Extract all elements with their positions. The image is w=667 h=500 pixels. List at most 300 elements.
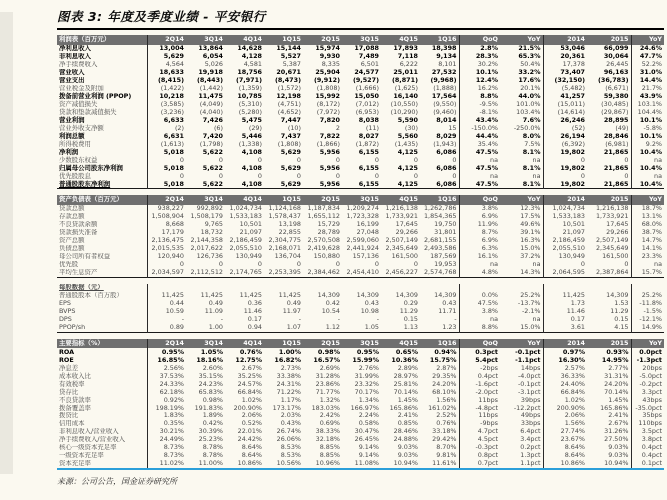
value-cell: 16.57% bbox=[313, 356, 340, 364]
key-ratios-table bbox=[57, 339, 664, 470]
value-cell: 7.5% bbox=[500, 140, 543, 148]
column-header: 2015 bbox=[587, 339, 631, 349]
value-cell: 24.49% bbox=[159, 436, 184, 444]
value-cell: 27,048 bbox=[356, 228, 379, 237]
table-row bbox=[57, 269, 664, 277]
column-header: 4Q15 bbox=[381, 195, 420, 205]
value-cell: 15.99% bbox=[352, 356, 379, 364]
value-cell: 35.15% bbox=[198, 372, 223, 380]
value-cell: 10,501 bbox=[562, 220, 585, 229]
value-cell: 1.73 bbox=[570, 299, 585, 308]
value-cell: 5,387 bbox=[282, 60, 301, 68]
value-cell: 21.5% bbox=[500, 45, 543, 53]
value-cell: 1,578,437 bbox=[268, 212, 301, 221]
column-header: 2Q15 bbox=[303, 35, 342, 45]
column-header: 2Q14 bbox=[147, 339, 186, 349]
column-header: YoY bbox=[631, 195, 664, 205]
row-label: 拨贷比 bbox=[57, 412, 147, 420]
column-header: QoQ bbox=[459, 35, 500, 45]
value-cell: 8,335 bbox=[321, 60, 340, 68]
value-cell: 2.52% bbox=[420, 412, 459, 420]
table-row bbox=[57, 428, 664, 436]
value-cell: 15,992 bbox=[315, 92, 340, 100]
value-cell: (1,572) bbox=[277, 84, 301, 92]
value-cell: 2.76% bbox=[358, 364, 379, 372]
value-cell: 8,014 bbox=[420, 116, 459, 124]
value-cell: 9.14% bbox=[358, 444, 379, 452]
column-header: 4Q14 bbox=[225, 195, 264, 205]
value-cell: 14.7% bbox=[641, 236, 662, 245]
value-cell: 16.85% bbox=[157, 356, 184, 364]
value-cell: 11.08% bbox=[354, 460, 379, 468]
value-cell: 7,447 bbox=[280, 116, 301, 124]
value-cell: 24.88% bbox=[393, 436, 418, 444]
value-cell: 2,253,395 bbox=[268, 268, 301, 277]
value-cell: 17,893 bbox=[393, 44, 418, 52]
section-header: 利润表（百万元） bbox=[57, 35, 147, 45]
value-cell: 2.69% bbox=[319, 364, 340, 372]
value-cell: 8.53% bbox=[280, 452, 301, 460]
value-cell: 11,425 bbox=[161, 291, 184, 300]
table-row bbox=[57, 380, 664, 388]
value-cell: 0 bbox=[218, 172, 223, 180]
value-cell: na bbox=[490, 315, 498, 324]
value-cell: 0 bbox=[374, 156, 379, 164]
value-cell: 0.43% bbox=[280, 420, 301, 428]
row-label: 贷款损失准备 bbox=[57, 229, 147, 237]
value-cell: 11.02% bbox=[159, 460, 184, 468]
value-cell: 161,500 bbox=[587, 253, 631, 261]
value-cell: 16.3% bbox=[500, 237, 543, 245]
table-row bbox=[57, 205, 664, 213]
value-cell: 8.73% bbox=[163, 452, 184, 460]
value-cell: 4,125 bbox=[397, 180, 418, 188]
value-cell: 10.94% bbox=[393, 460, 418, 468]
row-label: 营业税金及附加 bbox=[57, 85, 147, 93]
value-cell: 15,729 bbox=[317, 220, 340, 229]
value-cell: 43.4% bbox=[475, 116, 498, 124]
value-cell: 0 bbox=[218, 260, 223, 269]
row-label: ROE bbox=[57, 356, 147, 364]
value-cell: 0 bbox=[587, 172, 631, 180]
value-cell: 44.0% bbox=[500, 92, 543, 100]
row-label: 普通股股东净利润 bbox=[57, 180, 147, 188]
value-cell: 10.98 bbox=[360, 307, 379, 316]
table-row bbox=[57, 412, 664, 420]
value-cell: 0.43 bbox=[364, 299, 379, 308]
value-cell: - bbox=[376, 315, 379, 324]
value-cell: 11,425 bbox=[239, 291, 262, 300]
value-cell: 0 bbox=[296, 260, 301, 269]
value-cell: 2.89% bbox=[397, 364, 418, 372]
value-cell: (9,550) bbox=[420, 100, 459, 108]
row-label: 利润总额 bbox=[57, 132, 147, 140]
value-cell: 150,880 bbox=[313, 252, 340, 261]
value-cell: 2,570,508 bbox=[307, 236, 340, 245]
value-cell: 33.18% bbox=[420, 428, 459, 436]
value-cell: 37.2% bbox=[500, 253, 543, 261]
value-cell: 0.97% bbox=[562, 348, 585, 356]
value-cell: 2,419,628 bbox=[307, 244, 340, 253]
header-spacer-cell bbox=[186, 284, 225, 292]
row-label: 拨备覆盖率 bbox=[57, 404, 147, 412]
value-cell: 2.56% bbox=[163, 364, 184, 372]
value-cell: 47.5% bbox=[475, 148, 498, 156]
value-cell: na bbox=[500, 316, 543, 324]
value-cell: 0.85% bbox=[397, 420, 418, 428]
value-cell: 1,733,921 bbox=[587, 213, 631, 221]
value-cell: 8.78% bbox=[202, 452, 223, 460]
value-cell: 30.39% bbox=[198, 428, 223, 436]
column-header: YoY bbox=[631, 339, 664, 349]
value-cell: 1,262,786 bbox=[420, 205, 459, 213]
value-cell: 24.20% bbox=[420, 380, 459, 388]
value-cell: 14,309 bbox=[356, 291, 379, 300]
value-cell: (10) bbox=[287, 124, 301, 132]
header-spacer-cell bbox=[631, 284, 664, 292]
value-cell: 9.14% bbox=[358, 452, 379, 460]
value-cell: 6,155 bbox=[358, 164, 379, 172]
row-label: 不良贷款率 bbox=[57, 396, 147, 404]
row-label: 少数股东权益 bbox=[57, 156, 147, 164]
value-cell: 68.10% bbox=[420, 388, 459, 396]
value-cell: na bbox=[490, 172, 498, 180]
value-cell: 1.12 bbox=[325, 323, 340, 332]
value-cell: 1.34% bbox=[358, 396, 379, 404]
row-label: 优先股 bbox=[57, 261, 147, 269]
value-cell: - bbox=[220, 315, 223, 324]
value-cell: 18.16% bbox=[196, 356, 223, 364]
value-cell: 0.92% bbox=[163, 396, 184, 404]
value-cell: 1.00 bbox=[208, 323, 223, 332]
value-cell: 7,822 bbox=[319, 132, 340, 140]
value-cell: 17.6% bbox=[500, 77, 543, 85]
table-row bbox=[57, 221, 664, 229]
value-cell: 4,125 bbox=[397, 164, 418, 172]
column-header: 4Q14 bbox=[225, 339, 264, 349]
value-cell: (1,888) bbox=[420, 85, 459, 93]
value-cell: 52.2% bbox=[641, 60, 662, 68]
value-cell: 2,186,459 bbox=[552, 236, 585, 245]
value-cell: (1,943) bbox=[420, 140, 459, 148]
value-cell: -12.1% bbox=[639, 315, 662, 324]
value-cell: (5,310) bbox=[238, 100, 262, 108]
value-cell: 1.07 bbox=[286, 323, 301, 332]
value-cell: 2,055,510 bbox=[229, 244, 262, 253]
value-cell: 24.23% bbox=[198, 380, 223, 388]
value-cell: 1,024,734 bbox=[552, 204, 585, 213]
value-cell: 16.82% bbox=[274, 356, 301, 364]
value-cell: (8,443) bbox=[196, 76, 223, 84]
value-cell: 0 bbox=[420, 172, 459, 180]
row-label: 净利息收入 bbox=[57, 45, 147, 53]
value-cell: 15,050 bbox=[354, 92, 379, 100]
table-row bbox=[57, 172, 664, 180]
value-cell: 136,704 bbox=[274, 252, 301, 261]
value-cell: 104.4% bbox=[637, 108, 662, 116]
value-cell: 19,802 bbox=[560, 148, 585, 156]
value-cell: 7.6% bbox=[500, 116, 543, 124]
table-row bbox=[57, 124, 664, 132]
column-header: 4Q15 bbox=[381, 35, 420, 45]
value-cell: 10,501 bbox=[239, 220, 262, 229]
value-cell: (6) bbox=[213, 124, 223, 132]
value-cell: 7,426 bbox=[202, 116, 223, 124]
key-ratios-header-row bbox=[57, 339, 664, 349]
table-row bbox=[57, 85, 664, 93]
value-cell: 187,569 bbox=[420, 253, 459, 261]
value-cell: 26,246 bbox=[560, 116, 585, 124]
value-cell: 11bps bbox=[478, 412, 498, 420]
value-cell: 992,892 bbox=[196, 204, 223, 213]
value-cell: 21.7% bbox=[641, 84, 662, 92]
value-cell: 2.77% bbox=[587, 364, 631, 372]
value-cell: 5,956 bbox=[319, 148, 340, 156]
value-cell: 25.2% bbox=[500, 292, 543, 300]
value-cell: (1,338) bbox=[238, 140, 262, 148]
value-cell: 20bps bbox=[642, 364, 662, 372]
value-cell: 8,027 bbox=[358, 132, 379, 140]
value-cell: 70.14% bbox=[587, 388, 631, 396]
value-cell: -2.1% bbox=[500, 308, 543, 316]
value-cell: 17,564 bbox=[420, 92, 459, 100]
value-cell: 0.42% bbox=[202, 420, 223, 428]
value-cell: 2,034,597 bbox=[151, 268, 184, 277]
value-cell: 11.61% bbox=[420, 460, 459, 469]
value-cell: 35.4% bbox=[477, 140, 498, 148]
value-cell: 0 bbox=[179, 260, 184, 269]
value-cell: 2,456,227 bbox=[385, 268, 418, 277]
column-header: 2Q15 bbox=[303, 339, 342, 349]
value-cell: 3.3pct bbox=[641, 388, 662, 396]
value-cell: 1,533,183 bbox=[552, 212, 585, 221]
value-cell: -35.0pct bbox=[635, 404, 662, 412]
value-cell: 6.9% bbox=[481, 212, 498, 221]
value-cell: 21,865 bbox=[587, 148, 631, 156]
value-cell: 2,345,649 bbox=[587, 245, 631, 253]
value-cell: 73,407 bbox=[560, 68, 585, 76]
value-cell: 0.44 bbox=[169, 299, 184, 308]
value-cell: (11) bbox=[365, 124, 379, 132]
value-cell: 16,140 bbox=[393, 92, 418, 100]
value-cell: 59,380 bbox=[587, 92, 631, 100]
value-cell: 17,645 bbox=[587, 221, 631, 229]
value-cell: 65.83% bbox=[198, 388, 223, 396]
value-cell: 6.4pct bbox=[500, 428, 543, 436]
value-cell: (1,422) bbox=[160, 84, 184, 92]
value-cell: 12.4% bbox=[475, 76, 498, 84]
table-row bbox=[57, 45, 664, 53]
value-cell: 2,387,864 bbox=[587, 269, 631, 277]
value-cell: 6,631 bbox=[163, 132, 184, 140]
value-cell: 14bps bbox=[500, 364, 543, 372]
value-cell: 47.5% bbox=[477, 299, 498, 308]
value-cell: 28.3% bbox=[475, 52, 498, 60]
value-cell: 0 bbox=[374, 172, 379, 180]
column-header: YoY bbox=[500, 339, 543, 349]
column-header: 1Q16 bbox=[420, 35, 459, 45]
value-cell: 8.64% bbox=[241, 444, 262, 452]
value-cell: 11.97 bbox=[282, 307, 301, 316]
value-cell: 7,118 bbox=[397, 52, 418, 60]
column-header: 4Q15 bbox=[381, 339, 420, 349]
value-cell: 10.96% bbox=[315, 460, 340, 468]
value-cell: 35bps bbox=[642, 412, 662, 420]
value-cell: 38.33% bbox=[315, 428, 340, 436]
table-row bbox=[57, 61, 664, 69]
value-cell: 0 bbox=[413, 156, 418, 164]
value-cell: 4,108 bbox=[241, 180, 262, 188]
value-cell: 33bps bbox=[500, 420, 543, 428]
header-spacer-cell bbox=[342, 284, 381, 292]
value-cell: 2,493,586 bbox=[420, 245, 459, 253]
table-row bbox=[57, 53, 664, 61]
value-cell: 16.2% bbox=[477, 84, 498, 92]
value-cell: 8.0% bbox=[500, 132, 543, 140]
value-cell: 10.56% bbox=[276, 460, 301, 468]
value-cell: 23.86% bbox=[315, 380, 340, 388]
income-statement-header-row bbox=[57, 35, 664, 45]
value-cell: 10.1% bbox=[475, 68, 498, 76]
value-cell: 0.94 bbox=[247, 323, 262, 332]
value-cell: 0.95% bbox=[356, 348, 379, 356]
value-cell: 15.75% bbox=[420, 356, 459, 364]
value-cell: (49) bbox=[587, 124, 631, 132]
value-cell: 2,454,410 bbox=[346, 268, 379, 277]
value-cell: 24.40% bbox=[560, 380, 585, 388]
value-cell: 200.90% bbox=[233, 404, 262, 412]
value-cell: 2,136,475 bbox=[151, 236, 184, 245]
value-cell: na bbox=[490, 156, 498, 164]
value-cell: 15.0% bbox=[500, 245, 543, 253]
value-cell: 70.14% bbox=[393, 388, 418, 396]
value-cell: 24,577 bbox=[354, 68, 379, 76]
value-cell: 19,802 bbox=[560, 164, 585, 172]
value-cell: 5,629 bbox=[280, 148, 301, 156]
value-cell: 0.76% bbox=[420, 420, 459, 428]
value-cell: 14,309 bbox=[420, 292, 459, 300]
value-cell: 1,723,328 bbox=[346, 212, 379, 221]
column-header: 2Q14 bbox=[147, 195, 186, 205]
value-cell: 10.54 bbox=[321, 307, 340, 316]
row-label: 信用成本 bbox=[57, 420, 147, 428]
value-cell: 126,736 bbox=[196, 252, 223, 261]
column-header: 1Q15 bbox=[264, 195, 303, 205]
value-cell: 24.20% bbox=[587, 380, 631, 388]
header-spacer-cell bbox=[225, 284, 264, 292]
value-cell: 5,629 bbox=[163, 52, 184, 60]
value-cell: 41,257 bbox=[560, 92, 585, 100]
value-cell: 2,384,462 bbox=[307, 268, 340, 277]
value-cell: 35.25% bbox=[237, 372, 262, 380]
value-cell: 161.02% bbox=[420, 404, 459, 412]
value-cell: -12.2pct bbox=[500, 404, 543, 412]
value-cell: na bbox=[490, 260, 498, 269]
value-cell: 1,508,179 bbox=[190, 212, 223, 221]
value-cell: 11,475 bbox=[198, 92, 223, 100]
table-row bbox=[57, 388, 664, 396]
value-cell: 5,629 bbox=[280, 180, 301, 188]
value-cell: 1,655,112 bbox=[307, 212, 340, 221]
value-cell: 0.89 bbox=[169, 323, 184, 332]
value-cell: 13.1% bbox=[641, 212, 662, 221]
value-cell: 0 bbox=[296, 156, 301, 164]
value-cell: 1.00% bbox=[278, 348, 301, 356]
value-cell: (1,808) bbox=[316, 84, 340, 92]
value-cell: 0 bbox=[257, 172, 262, 180]
column-header: 2Q14 bbox=[147, 35, 186, 45]
value-cell: 66.84% bbox=[560, 388, 585, 396]
header-spacer-cell bbox=[381, 284, 420, 292]
value-cell: 66,099 bbox=[587, 45, 631, 53]
value-cell: 14.4% bbox=[639, 76, 662, 84]
value-cell: 8,029 bbox=[420, 132, 459, 140]
value-cell: (29,867) bbox=[587, 108, 631, 116]
value-cell: (30) bbox=[404, 124, 418, 132]
value-cell: 1.45% bbox=[587, 396, 631, 404]
column-header: YoY bbox=[631, 35, 664, 45]
column-header: YoY bbox=[500, 35, 543, 45]
row-label: 贷存比 bbox=[57, 388, 147, 396]
value-cell: 11,425 bbox=[562, 291, 585, 300]
value-cell: 5,026 bbox=[204, 60, 223, 68]
value-cell: 2,064,595 bbox=[552, 268, 585, 277]
value-cell: 11.29 bbox=[399, 307, 418, 316]
value-cell: 0 bbox=[580, 260, 585, 269]
value-cell: 21,097 bbox=[562, 228, 585, 237]
value-cell: 31.99% bbox=[354, 372, 379, 380]
value-cell: 0.4pct bbox=[641, 444, 662, 452]
value-cell: 2,574,768 bbox=[420, 269, 459, 277]
value-cell: - bbox=[420, 316, 459, 324]
title-underline bbox=[57, 28, 664, 30]
value-cell: 2,186,459 bbox=[229, 236, 262, 245]
value-cell: 8.1% bbox=[500, 148, 543, 156]
column-header: 2014 bbox=[543, 339, 587, 349]
column-header: 2014 bbox=[543, 195, 587, 205]
value-cell: 9.03% bbox=[397, 452, 418, 460]
value-cell: 21,865 bbox=[587, 164, 631, 172]
value-cell: 10.86% bbox=[237, 460, 262, 468]
value-cell: 1.17% bbox=[280, 396, 301, 404]
value-cell: 1.02% bbox=[564, 396, 585, 404]
value-cell: 1,533,183 bbox=[229, 212, 262, 221]
value-cell: 198.19% bbox=[155, 404, 184, 412]
value-cell: 4,108 bbox=[241, 148, 262, 156]
section-header: 每股数据（元） bbox=[57, 284, 147, 292]
value-cell: (8,871) bbox=[391, 76, 418, 84]
row-label: 净利润 bbox=[57, 148, 147, 156]
value-cell: 25,011 bbox=[393, 68, 418, 76]
value-cell: (1,666) bbox=[355, 84, 379, 92]
table-row bbox=[57, 300, 664, 308]
value-cell: 2,174,765 bbox=[229, 268, 262, 277]
value-cell: 66.84% bbox=[237, 388, 262, 396]
value-cell: 0 bbox=[580, 172, 585, 180]
source-note: 来源：公司公告，国金证券研究所 bbox=[57, 476, 177, 486]
value-cell: 0.49 bbox=[286, 299, 301, 308]
value-cell: 28.97% bbox=[393, 372, 418, 380]
value-cell: 2,055,510 bbox=[552, 244, 585, 253]
value-cell: 31.26% bbox=[587, 428, 631, 436]
column-header: 1Q16 bbox=[420, 339, 459, 349]
value-cell: 8.8% bbox=[480, 92, 498, 100]
value-cell: 6,222 bbox=[399, 60, 418, 68]
value-cell: -4.0pct bbox=[500, 372, 543, 380]
value-cell: 43bps bbox=[642, 396, 662, 404]
value-cell: 11.46 bbox=[566, 307, 585, 316]
value-cell: 0.8pct bbox=[477, 452, 498, 460]
